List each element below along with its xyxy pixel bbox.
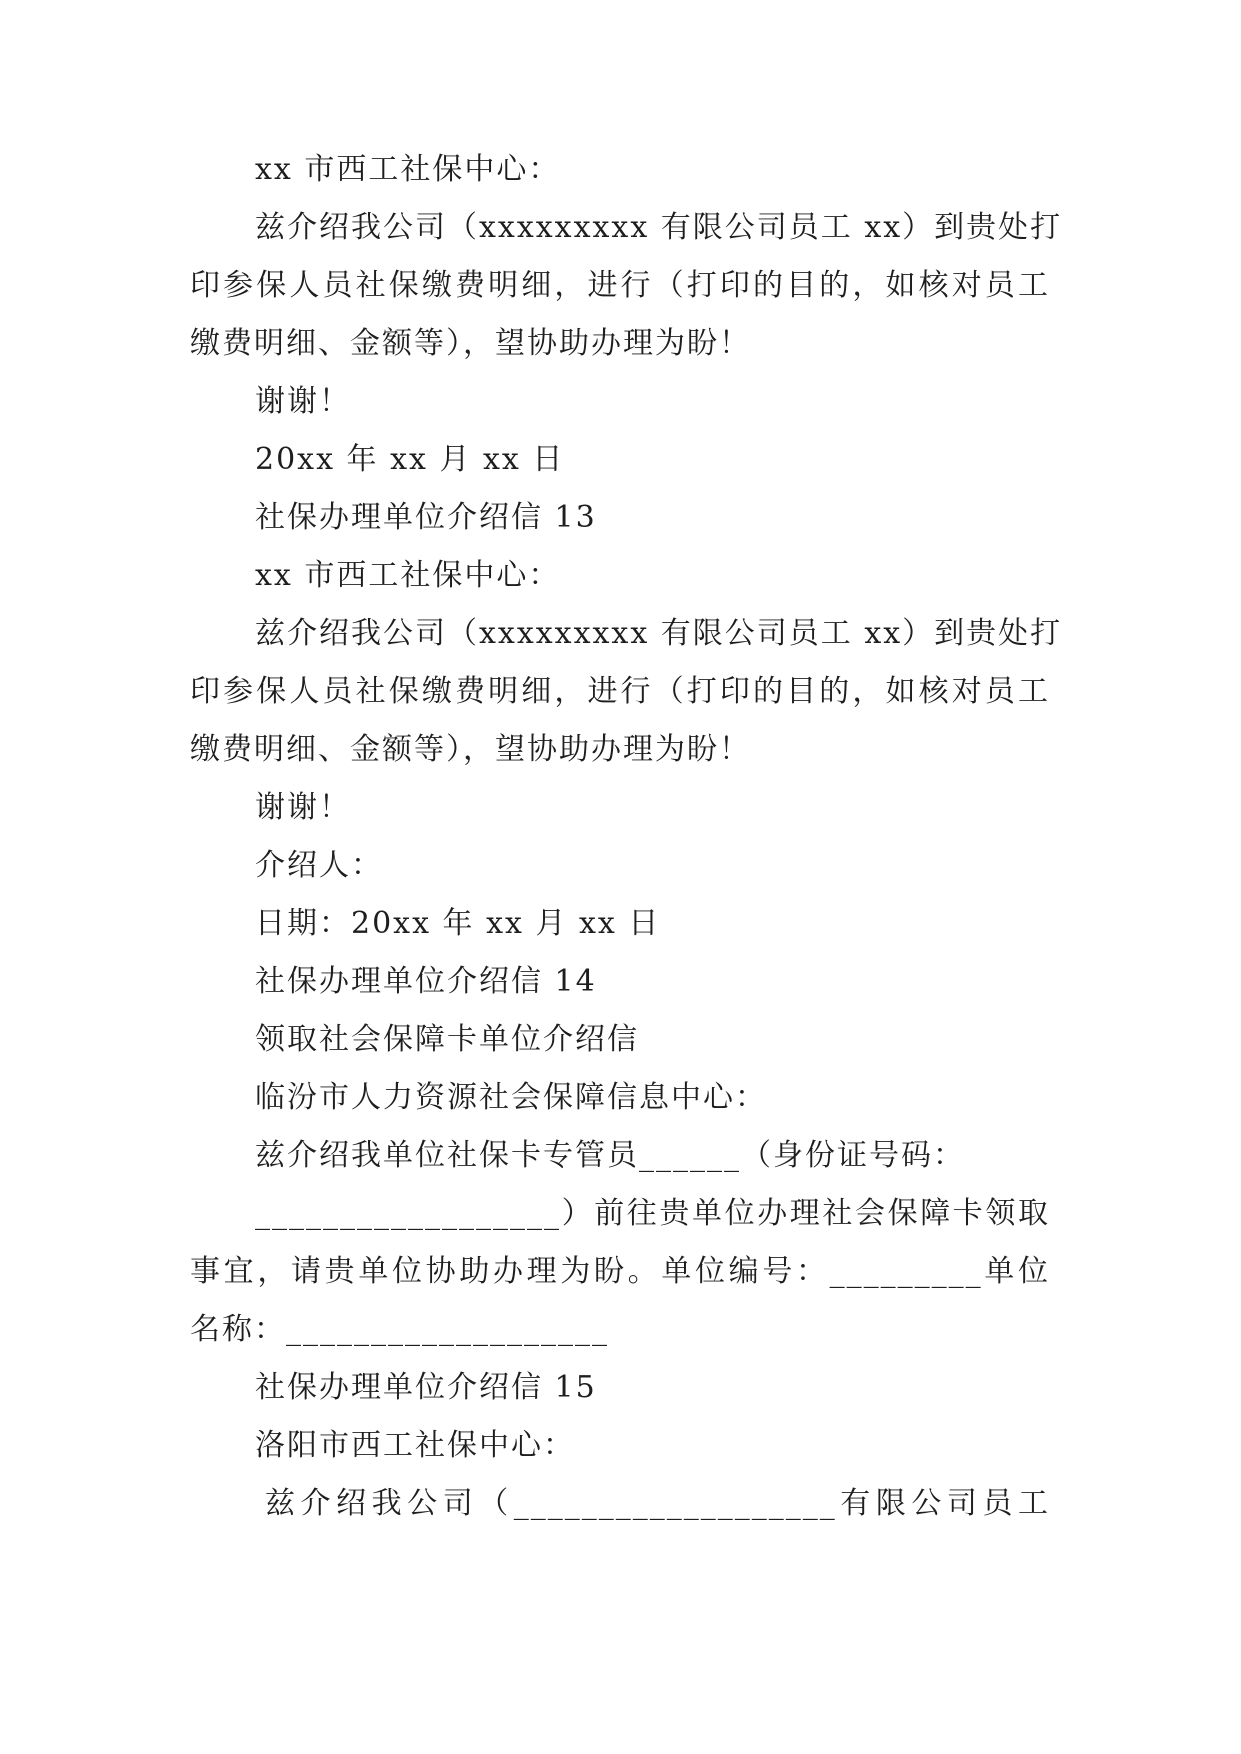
body-line: 缴费明细、金额等），望协助办理为盼！	[190, 732, 751, 767]
date-line: 20xx 年 xx 月 xx 日	[255, 442, 565, 477]
recipient-line: 洛阳市西工社保中心：	[255, 1428, 575, 1463]
body-line: 事宜，请贵单位协助办理为盼。单位编号：_________单位	[190, 1254, 1050, 1289]
body-line: 印参保人员社保缴费明细，进行（打印的目的，如核对员工	[190, 674, 1050, 709]
body-line: 名称：___________________	[190, 1312, 609, 1347]
body-line: 印参保人员社保缴费明细，进行（打印的目的，如核对员工	[190, 268, 1050, 303]
section-heading: 社保办理单位介绍信 14	[255, 964, 597, 999]
date-line: 日期：20xx 年 xx 月 xx 日	[255, 906, 661, 941]
thanks-line: 谢谢！	[255, 384, 351, 419]
body-line: __________________）前往贵单位办理社会保障卡领取	[255, 1196, 1050, 1231]
section-heading: 社保办理单位介绍信 13	[255, 500, 597, 535]
recipient-line: xx 市西工社保中心：	[255, 152, 561, 187]
body-line: 兹介绍我公司（___________________有限公司员工	[265, 1486, 1050, 1521]
introducer-line: 介绍人：	[255, 848, 383, 883]
letter-title: 领取社会保障卡单位介绍信	[255, 1022, 639, 1057]
recipient-line: xx 市西工社保中心：	[255, 558, 561, 593]
section-heading: 社保办理单位介绍信 15	[255, 1370, 597, 1405]
body-line: 缴费明细、金额等），望协助办理为盼！	[190, 326, 751, 361]
recipient-line: 临汾市人力资源社会保障信息中心：	[255, 1080, 767, 1115]
thanks-line: 谢谢！	[255, 790, 351, 825]
body-line: 兹介绍我公司（xxxxxxxxx 有限公司员工 xx）到贵处打	[255, 210, 1063, 245]
body-line: 兹介绍我公司（xxxxxxxxx 有限公司员工 xx）到贵处打	[255, 616, 1063, 651]
body-line: 兹介绍我单位社保卡专管员______（身份证号码：	[255, 1138, 965, 1173]
